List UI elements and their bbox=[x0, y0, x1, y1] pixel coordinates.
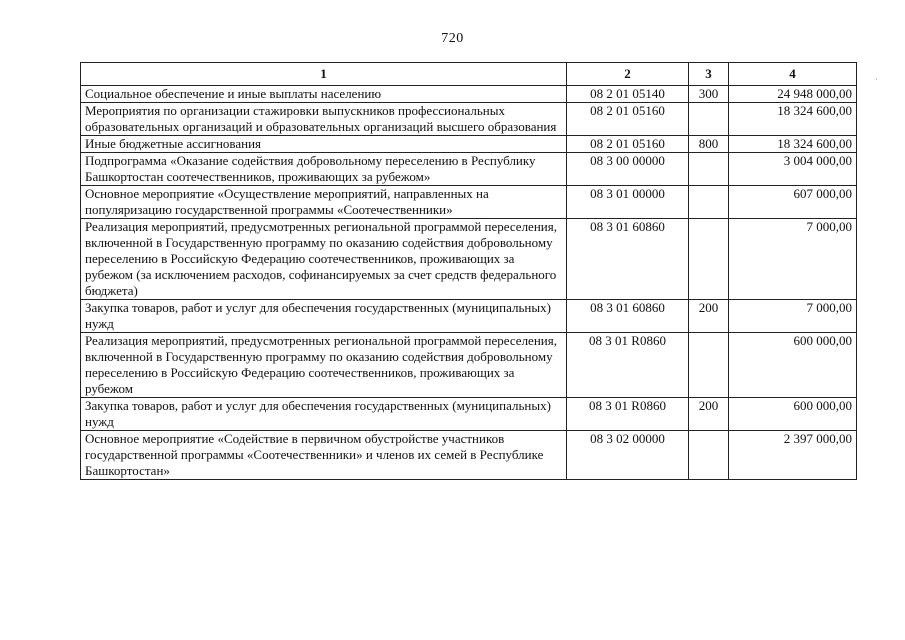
row-amount: 3 004 000,00 bbox=[729, 153, 857, 186]
row-amount: 607 000,00 bbox=[729, 186, 857, 219]
column-header-type: 3 bbox=[689, 63, 729, 86]
table-header-row bbox=[81, 63, 857, 86]
row-code: 08 2 01 05160 bbox=[567, 103, 689, 136]
table-row bbox=[81, 398, 857, 431]
row-code: 08 3 01 60860 bbox=[567, 219, 689, 300]
row-type bbox=[689, 219, 729, 300]
row-amount: 18 324 600,00 bbox=[729, 103, 857, 136]
table-row bbox=[81, 333, 857, 398]
table-row bbox=[81, 103, 857, 136]
row-name: Подпрограмма «Оказание содействия добровольному переселению в Республику Башкортостан соотечественников, проживающих за рубежом» bbox=[81, 153, 567, 186]
row-code: 08 2 01 05140 bbox=[567, 86, 689, 103]
row-name: Основное мероприятие «Осуществление мероприятий, направленных на популяризацию государственной программы «Соотечественники» bbox=[81, 186, 567, 219]
table-row bbox=[81, 153, 857, 186]
row-amount: 24 948 000,00 bbox=[729, 86, 857, 103]
row-type bbox=[689, 333, 729, 398]
row-amount: 18 324 600,00 bbox=[729, 136, 857, 153]
row-code: 08 3 01 R0860 bbox=[567, 398, 689, 431]
row-code: 08 3 01 60860 bbox=[567, 300, 689, 333]
table-row bbox=[81, 136, 857, 153]
budget-table bbox=[80, 62, 857, 480]
row-name: Закупка товаров, работ и услуг для обеспечения государственных (муниципальных) нужд bbox=[81, 398, 567, 431]
table-row bbox=[81, 431, 857, 480]
row-code: 08 3 00 00000 bbox=[567, 153, 689, 186]
row-amount: 600 000,00 bbox=[729, 398, 857, 431]
page-number: 720 bbox=[441, 31, 464, 46]
table-row bbox=[81, 186, 857, 219]
row-name: Социальное обеспечение и иные выплаты населению bbox=[81, 86, 567, 103]
row-name: Реализация мероприятий, предусмотренных региональной программой переселения, включенной в Государственную программу по оказанию содействия добровольному переселению в Российскую Федерацию соотечественников, проживающих за рубежом (за исключением расходов, софинансируемых за счет средств федерального бюджета) bbox=[81, 219, 567, 300]
row-amount: 7 000,00 bbox=[729, 219, 857, 300]
row-type: 300 bbox=[689, 86, 729, 103]
row-type bbox=[689, 186, 729, 219]
row-type: 800 bbox=[689, 136, 729, 153]
row-name: Основное мероприятие «Содействие в первичном обустройстве участников государственной программы «Соотечественники» и членов их семей в Республике Башкортостан» bbox=[81, 431, 567, 480]
row-type bbox=[689, 153, 729, 186]
row-code: 08 3 01 R0860 bbox=[567, 333, 689, 398]
table-row bbox=[81, 86, 857, 103]
row-name: Иные бюджетные ассигнования bbox=[81, 136, 567, 153]
table-row bbox=[81, 219, 857, 300]
row-code: 08 3 01 00000 bbox=[567, 186, 689, 219]
row-code: 08 2 01 05160 bbox=[567, 136, 689, 153]
margin-mark: · bbox=[875, 74, 878, 84]
row-name: Закупка товаров, работ и услуг для обеспечения государственных (муниципальных) нужд bbox=[81, 300, 567, 333]
row-type bbox=[689, 431, 729, 480]
row-code: 08 3 02 00000 bbox=[567, 431, 689, 480]
row-type bbox=[689, 103, 729, 136]
row-amount: 600 000,00 bbox=[729, 333, 857, 398]
column-header-name: 1 bbox=[81, 63, 567, 86]
row-type: 200 bbox=[689, 398, 729, 431]
row-name: Реализация мероприятий, предусмотренных региональной программой переселения, включенной в Государственную программу по оказанию содействия добровольному переселению в Российскую Федерацию соотечественников, проживающих за рубежом bbox=[81, 333, 567, 398]
row-name: Мероприятия по организации стажировки выпускников профессиональных образовательных организаций и образовательных организаций высшего образования bbox=[81, 103, 567, 136]
row-type: 200 bbox=[689, 300, 729, 333]
column-header-amount: 4 bbox=[729, 63, 857, 86]
row-amount: 2 397 000,00 bbox=[729, 431, 857, 480]
row-amount: 7 000,00 bbox=[729, 300, 857, 333]
column-header-code: 2 bbox=[567, 63, 689, 86]
table-row bbox=[81, 300, 857, 333]
